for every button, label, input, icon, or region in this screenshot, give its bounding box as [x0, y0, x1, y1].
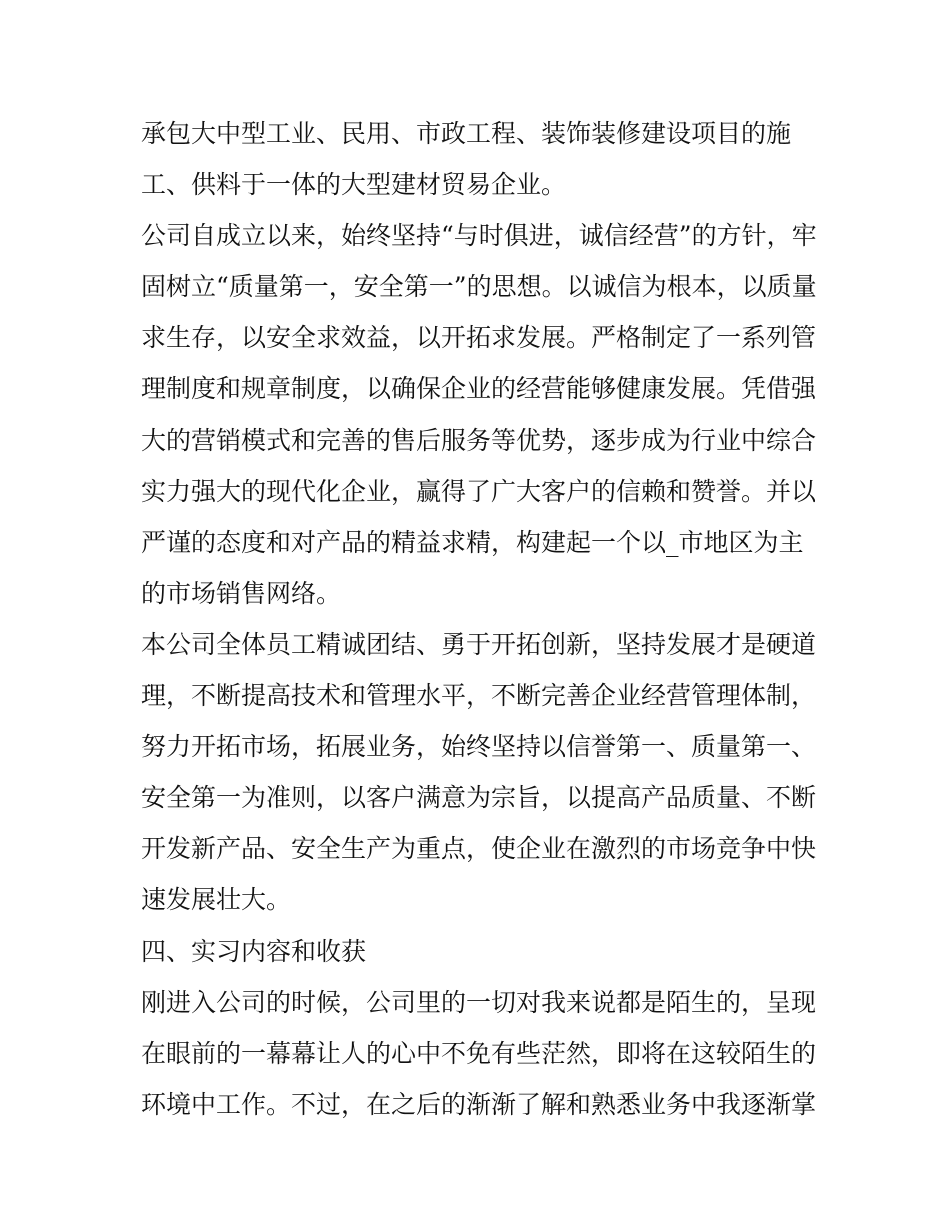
text-line: 公司自成立以来，始终坚持“与时俱进，诚信经营”的方针，牢 — [141, 221, 817, 251]
text-line: 求生存，以安全求效益，以开拓求发展。严格制定了一系列管 — [141, 323, 817, 353]
text-line: 开发新产品、安全生产为重点，使企业在激烈的市场竞争中快 — [141, 834, 817, 864]
text-line: 环境中工作。不过，在之后的渐渐了解和熟悉业务中我逐渐掌 — [141, 1089, 817, 1119]
text-line: 理制度和规章制度，以确保企业的经营能够健康发展。凭借强 — [141, 374, 817, 404]
text-line: 在眼前的一幕幕让人的心中不免有些茫然，即将在这较陌生的 — [141, 1038, 817, 1068]
text-line: 本公司全体员工精诚团结、勇于开拓创新，坚持发展才是硬道 — [141, 629, 817, 659]
text-line: 安全第一为准则，以客户满意为宗旨，以提高产品质量、不断 — [141, 783, 817, 813]
text-line: 实力强大的现代化企业，赢得了广大客户的信赖和赞誉。并以 — [141, 476, 817, 506]
text-line: 固树立“质量第一，安全第一”的思想。以诚信为根本，以质量 — [141, 272, 817, 302]
text-line: 速发展壮大。 — [141, 885, 292, 915]
text-line: 理，不断提高技术和管理水平，不断完善企业经营管理体制， — [141, 681, 817, 711]
text-line: 严谨的态度和对产品的精益求精，构建起一个以_市地区为主 — [141, 527, 804, 557]
text-line: 的市场销售网络。 — [141, 578, 342, 608]
text-line: 大的营销模式和完善的售后服务等优势，逐步成为行业中综合 — [141, 425, 817, 455]
text-line: 努力开拓市场，拓展业务，始终坚持以信誉第一、质量第一、 — [141, 732, 817, 762]
text-line: 刚进入公司的时候，公司里的一切对我来说都是陌生的，呈现 — [141, 987, 817, 1017]
body-text — [141, 108, 816, 1130]
text-line: 工、供料于一体的大型建材贸易企业。 — [141, 170, 567, 200]
section-heading: 四、实习内容和收获 — [141, 936, 367, 966]
text-line: 承包大中型工业、民用、市政工程、装饰装修建设项目的施 — [141, 119, 792, 148]
